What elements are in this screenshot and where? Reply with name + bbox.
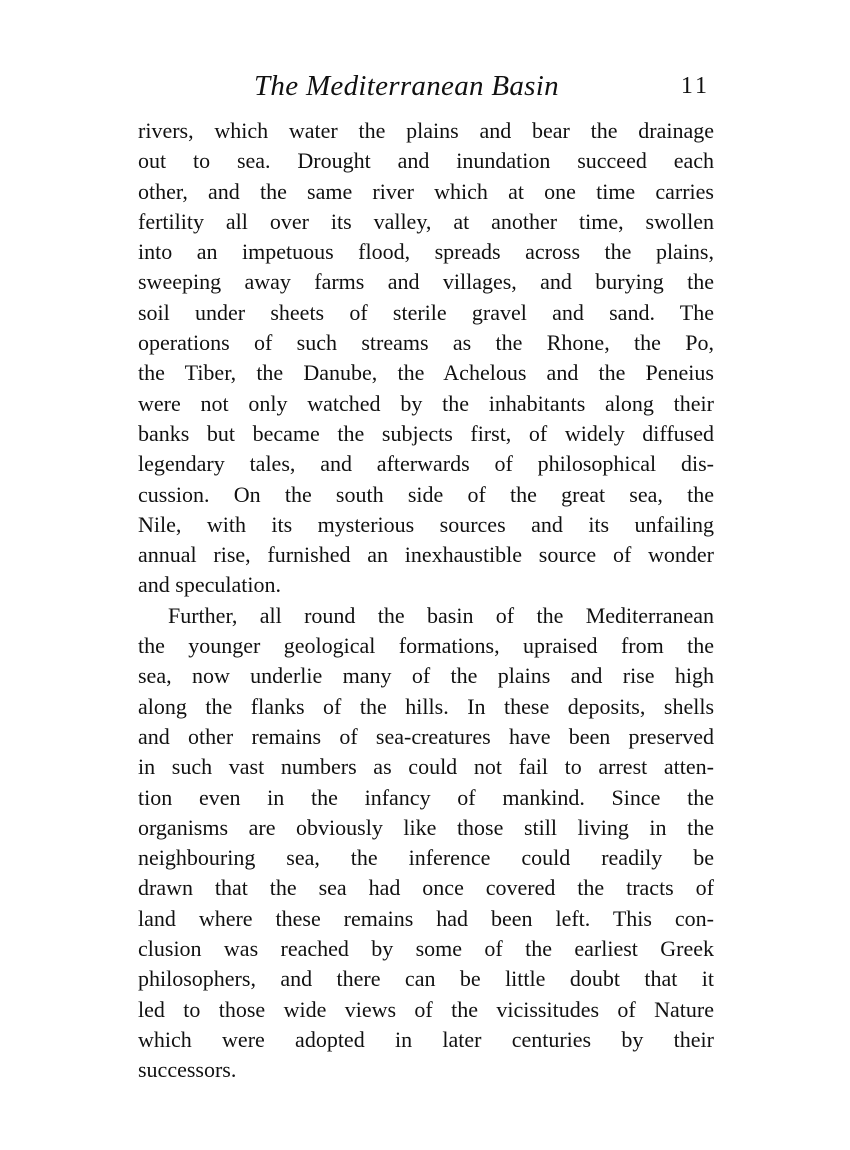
text-line: Further, all round the basin of the Mediterranean <box>168 602 714 628</box>
text-line: sea, now underlie many of the plains and rise high <box>138 663 714 689</box>
text-line: which were adopted in later centuries by their <box>138 1026 714 1052</box>
text-line: tion even in the infancy of mankind. Since the <box>138 784 714 810</box>
text-line: soil under sheets of sterile gravel and sand. The <box>138 299 714 325</box>
text-line: fertility all over its valley, at another time, swollen <box>138 208 714 234</box>
running-head <box>138 68 714 108</box>
text-line: and speculation. <box>138 572 281 598</box>
page-number: 11 <box>680 73 710 99</box>
text-line: philosophers, and there can be little doubt that it <box>138 966 714 992</box>
text-line: clusion was reached by some of the earliest Greek <box>138 936 714 962</box>
text-line: operations of such streams as the Rhone, the Po, <box>138 330 714 356</box>
running-title: The Mediterranean Basin <box>254 70 559 102</box>
text-line: drawn that the sea had once covered the tracts of <box>138 875 714 901</box>
text-line: rivers, which water the plains and bear the drainage <box>138 118 714 143</box>
text-line: led to those wide views of the vicissitudes of Nature <box>138 996 714 1022</box>
text-line: other, and the same river which at one time carries <box>138 178 714 204</box>
body-text <box>138 116 714 1086</box>
text-line: Nile, with its mysterious sources and its unfailing <box>138 511 714 537</box>
text-line: out to sea. Drought and inundation succeed each <box>138 148 714 174</box>
text-line: neighbouring sea, the inference could readily be <box>138 845 714 871</box>
text-line: successors. <box>138 1057 237 1083</box>
text-line: banks but became the subjects first, of widely diffused <box>138 420 714 446</box>
text-line: in such vast numbers as could not fail to arrest atten- <box>138 754 714 780</box>
text-line: into an impetuous flood, spreads across the plains, <box>138 239 714 265</box>
text-line: and other remains of sea-creatures have been preserved <box>138 723 714 749</box>
text-line: the younger geological formations, upraised from the <box>138 633 714 659</box>
text-line: annual rise, furnished an inexhaustible source of wonder <box>138 542 714 568</box>
text-line: were not only watched by the inhabitants along their <box>138 390 714 416</box>
text-line: sweeping away farms and villages, and burying the <box>138 269 714 295</box>
text-line: along the flanks of the hills. In these deposits, shells <box>138 693 714 719</box>
text-line: cussion. On the south side of the great sea, the <box>138 481 714 507</box>
text-line: land where these remains had been left. This con- <box>138 905 714 931</box>
text-line: legendary tales, and afterwards of philosophical dis- <box>138 451 714 477</box>
text-line: organisms are obviously like those still living in the <box>138 814 714 840</box>
paragraph <box>138 116 714 601</box>
text-line: the Tiber, the Danube, the Achelous and the Peneius <box>138 360 714 386</box>
paragraph <box>138 601 714 1086</box>
paragraphs <box>138 116 714 1086</box>
